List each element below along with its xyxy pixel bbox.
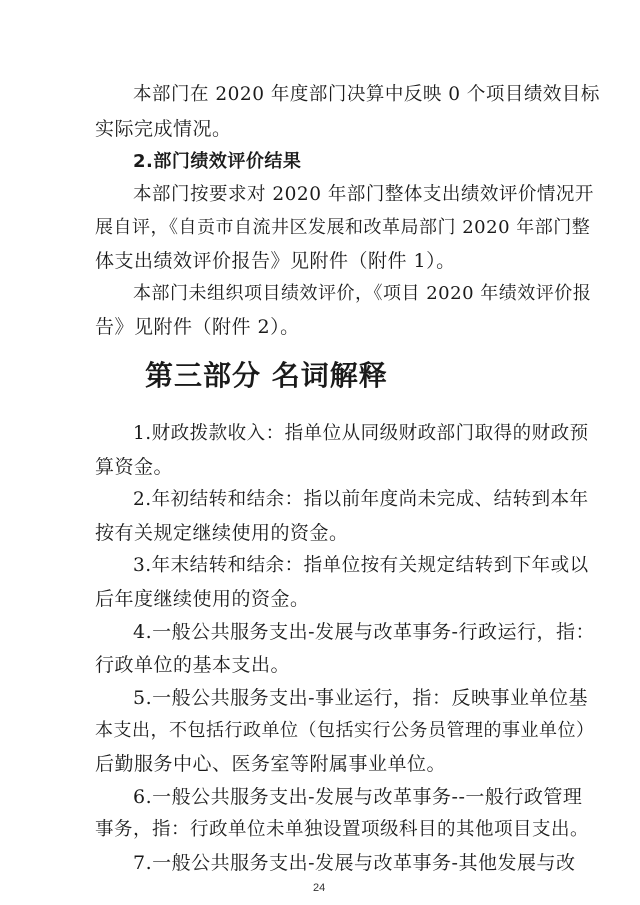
definition-line: 5.一般公共服务支出-事业运行，指：反映事业单位基 [133, 687, 589, 709]
paragraph-line: 体支出绩效评价报告》见附件（附件 1）。 [95, 250, 456, 272]
definition-line: 后勤服务中心、医务室等附属事业单位。 [95, 753, 447, 775]
page-number: 24 [313, 882, 326, 894]
definition-line: 3.年末结转和结余：指单位按有关规定结转到下年或以 [133, 555, 589, 576]
definition-line: 按有关规定继续使用的资金。 [95, 522, 349, 544]
definition-line: 后年度继续使用的资金。 [95, 588, 310, 610]
definition-line: 算资金。 [95, 456, 174, 478]
paragraph-line: 本部门按要求对 2020 年部门整体支出绩效评价情况开 [133, 184, 594, 205]
paragraph-line: 展自评，《自贡市自流井区发展和改革局部门 2020 年部门整 [95, 217, 591, 238]
section-title: 第三部分 名词解释 [145, 359, 388, 392]
subheading: 2.部门绩效评价结果 [133, 151, 302, 172]
definition-line: 6.一般公共服务支出-发展与改革事务--一般行政管理 [133, 786, 583, 808]
definition-line: 行政单位的基本支出。 [95, 654, 291, 676]
definition-line: 2.年初结转和结余：指以前年度尚未完成、结转到本年 [133, 489, 589, 510]
paragraph-line: 本部门未组织项目绩效评价，《项目 2020 年绩效评价报 [133, 283, 592, 304]
paragraph-line: 本部门在 2020 年度部门决算中反映 0 个项目绩效目标 [133, 84, 600, 105]
definition-line: 4.一般公共服务支出-发展与改革事务-行政运行，指： [133, 621, 595, 643]
paragraph-line: 告》见附件（附件 2）。 [95, 316, 300, 338]
definition-line: 事务，指：行政单位未单独设置项级科目的其他项目支出。 [95, 819, 590, 840]
paragraph-line: 实际完成情况。 [95, 118, 232, 140]
definition-line: 本支出，不包括行政单位（包括实行公务员管理的事业单位） [95, 720, 595, 741]
definition-line: 1.财政拨款收入：指单位从同级财政部门取得的财政预 [133, 423, 589, 444]
definition-line: 7.一般公共服务支出-发展与改革事务-其他发展与改 [133, 852, 576, 874]
